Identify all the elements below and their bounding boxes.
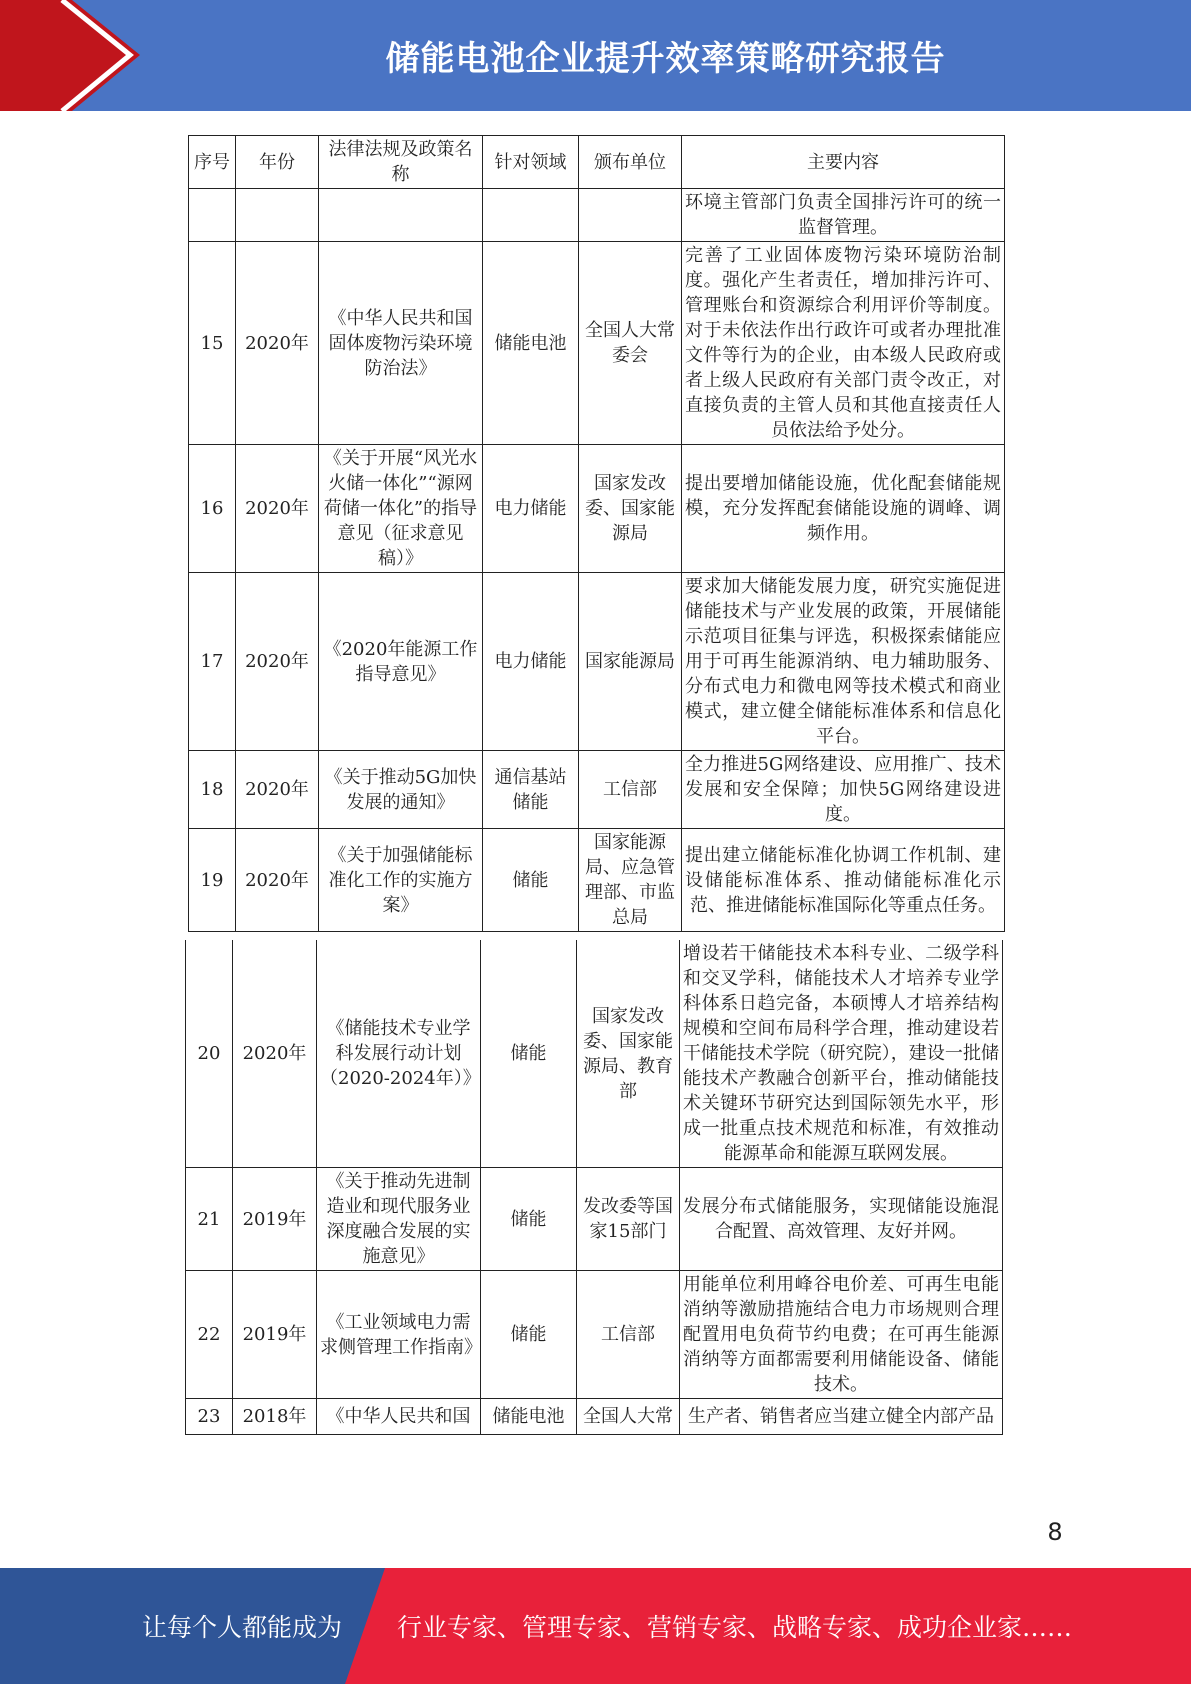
cell-issuer: 工信部	[577, 1271, 680, 1399]
cell-field	[483, 189, 579, 242]
cell-issuer: 国家能源局、应急管理部、市监总局	[579, 829, 682, 932]
cell-policy-name: 《工业领域电力需求侧管理工作指南》	[317, 1271, 481, 1399]
cell-no: 19	[189, 829, 236, 932]
cell-no	[189, 189, 236, 242]
cell-no: 16	[189, 445, 236, 573]
cell-content: 提出建立储能标准化协调工作机制、建设储能标准体系、推动储能标准化示范、推进储能标准国际化等重点任务。	[682, 829, 1005, 932]
cell-content: 全力推进5G网络建设、应用推广、技术发展和安全保障；加快5G网络建设进度。	[682, 751, 1005, 829]
cell-year: 2020年	[236, 573, 319, 751]
column-header-issuer: 颁布单位	[579, 136, 682, 189]
table-row	[186, 1399, 1003, 1435]
cell-issuer: 工信部	[579, 751, 682, 829]
cell-issuer: 国家发改委、国家能源局	[579, 445, 682, 573]
cell-policy-name: 《关于推动先进制造业和现代服务业深度融合发展的实施意见》	[317, 1168, 481, 1271]
cell-issuer: 全国人大常委会	[579, 242, 682, 445]
cell-policy-name: 《关于加强储能标准化工作的实施方案》	[319, 829, 483, 932]
cell-field: 储能电池	[483, 242, 579, 445]
cell-content: 发展分布式储能服务，实现储能设施混合配置、高效管理、友好并网。	[680, 1168, 1003, 1271]
table-row	[189, 445, 1005, 573]
cell-issuer: 国家发改委、国家能源局、教育部	[577, 940, 680, 1168]
cell-no: 20	[186, 940, 233, 1168]
cell-no: 22	[186, 1271, 233, 1399]
cell-year: 2020年	[236, 829, 319, 932]
policy-table-part-1	[188, 135, 1005, 932]
cell-field: 储能	[481, 1168, 577, 1271]
table-row	[189, 573, 1005, 751]
cell-field: 储能	[483, 829, 579, 932]
cell-content: 生产者、销售者应当建立健全内部产品	[680, 1399, 1003, 1435]
cell-policy-name: 《关于推动5G加快发展的通知》	[319, 751, 483, 829]
cell-field: 电力储能	[483, 573, 579, 751]
cell-content: 环境主管部门负责全国排污许可的统一监督管理。	[682, 189, 1005, 242]
cell-field: 通信基站储能	[483, 751, 579, 829]
cell-issuer: 国家能源局	[579, 573, 682, 751]
cell-issuer	[579, 189, 682, 242]
cell-policy-name	[319, 189, 483, 242]
column-header-field: 针对领域	[483, 136, 579, 189]
cell-field: 电力储能	[483, 445, 579, 573]
column-header-content: 主要内容	[682, 136, 1005, 189]
table-row	[189, 242, 1005, 445]
table-row	[189, 751, 1005, 829]
cell-content: 增设若干储能技术本科专业、二级学科和交叉学科，储能技术人才培养专业学科体系日趋完备，本硕博人才培养结构规模和空间布局科学合理，推动建设若干储能技术学院（研究院），建设一批储能技术产教融合创新平台，推动储能技术关键环节研究达到国际领先水平，形成一批重点技术规范和标准，有效推动能源革命和能源互联网发展。	[680, 940, 1003, 1168]
cell-no: 21	[186, 1168, 233, 1271]
cell-field: 储能	[481, 940, 577, 1168]
cell-year: 2019年	[233, 1271, 317, 1399]
cell-year: 2020年	[236, 445, 319, 573]
page-footer	[0, 1568, 1191, 1684]
cell-issuer: 全国人大常	[577, 1399, 680, 1435]
cell-year: 2020年	[236, 242, 319, 445]
table-header-row	[189, 136, 1005, 189]
policy-table-part-2	[185, 940, 1003, 1435]
cell-policy-name: 《储能技术专业学科发展行动计划（2020-2024年）》	[317, 940, 481, 1168]
cell-policy-name: 《关于开展“风光水火储一体化”“源网荷储一体化”的指导意见（征求意见稿）》	[319, 445, 483, 573]
cell-no: 18	[189, 751, 236, 829]
table-row	[189, 189, 1005, 242]
cell-policy-name: 《中华人民共和国固体废物污染环境防治法》	[319, 242, 483, 445]
cell-year: 2020年	[233, 940, 317, 1168]
cell-issuer: 发改委等国家15部门	[577, 1168, 680, 1271]
cell-content: 用能单位利用峰谷电价差、可再生电能消纳等激励措施结合电力市场规则合理配置用电负荷节约电费；在可再生能源消纳等方面都需要利用储能设备、储能技术。	[680, 1271, 1003, 1399]
cell-no: 17	[189, 573, 236, 751]
footer-slogan-right: 行业专家、管理专家、营销专家、战略专家、成功企业家……	[397, 1613, 1073, 1642]
column-header-no: 序号	[189, 136, 236, 189]
cell-year: 2018年	[233, 1399, 317, 1435]
cell-content: 完善了工业固体废物污染环境防治制度。强化产生者责任，增加排污许可、管理账台和资源综合利用评价等制度。对于未依法作出行政许可或者办理批准文件等行为的企业，由本级人民政府或者上级人民政府有关部门责令改正，对直接负责的主管人员和其他直接责任人员依法给予处分。	[682, 242, 1005, 445]
cell-content: 提出要增加储能设施，优化配套储能规模，充分发挥配套储能设施的调峰、调频作用。	[682, 445, 1005, 573]
page-number: 8	[1047, 1518, 1063, 1546]
column-header-policy-name: 法律法规及政策名称	[319, 136, 483, 189]
cell-no: 23	[186, 1399, 233, 1435]
page-header	[0, 0, 1191, 111]
cell-no: 15	[189, 242, 236, 445]
cell-year: 2020年	[236, 751, 319, 829]
footer-slogan-left: 让每个人都能成为	[142, 1613, 343, 1642]
cell-policy-name: 《中华人民共和国	[317, 1399, 481, 1435]
cell-year	[236, 189, 319, 242]
cell-content: 要求加大储能发展力度，研究实施促进储能技术与产业发展的政策，开展储能示范项目征集与评选，积极探索储能应用于可再生能源消纳、电力辅助服务、分布式电力和微电网等技术模式和商业模式，建立健全储能标准体系和信息化平台。	[682, 573, 1005, 751]
table-row	[186, 1168, 1003, 1271]
report-title: 储能电池企业提升效率策略研究报告	[385, 39, 946, 79]
cell-field: 储能	[481, 1271, 577, 1399]
table-row	[186, 940, 1003, 1168]
table-row	[189, 829, 1005, 932]
column-header-year: 年份	[236, 136, 319, 189]
cell-policy-name: 《2020年能源工作指导意见》	[319, 573, 483, 751]
table-row	[186, 1271, 1003, 1399]
cell-field: 储能电池	[481, 1399, 577, 1435]
cell-year: 2019年	[233, 1168, 317, 1271]
